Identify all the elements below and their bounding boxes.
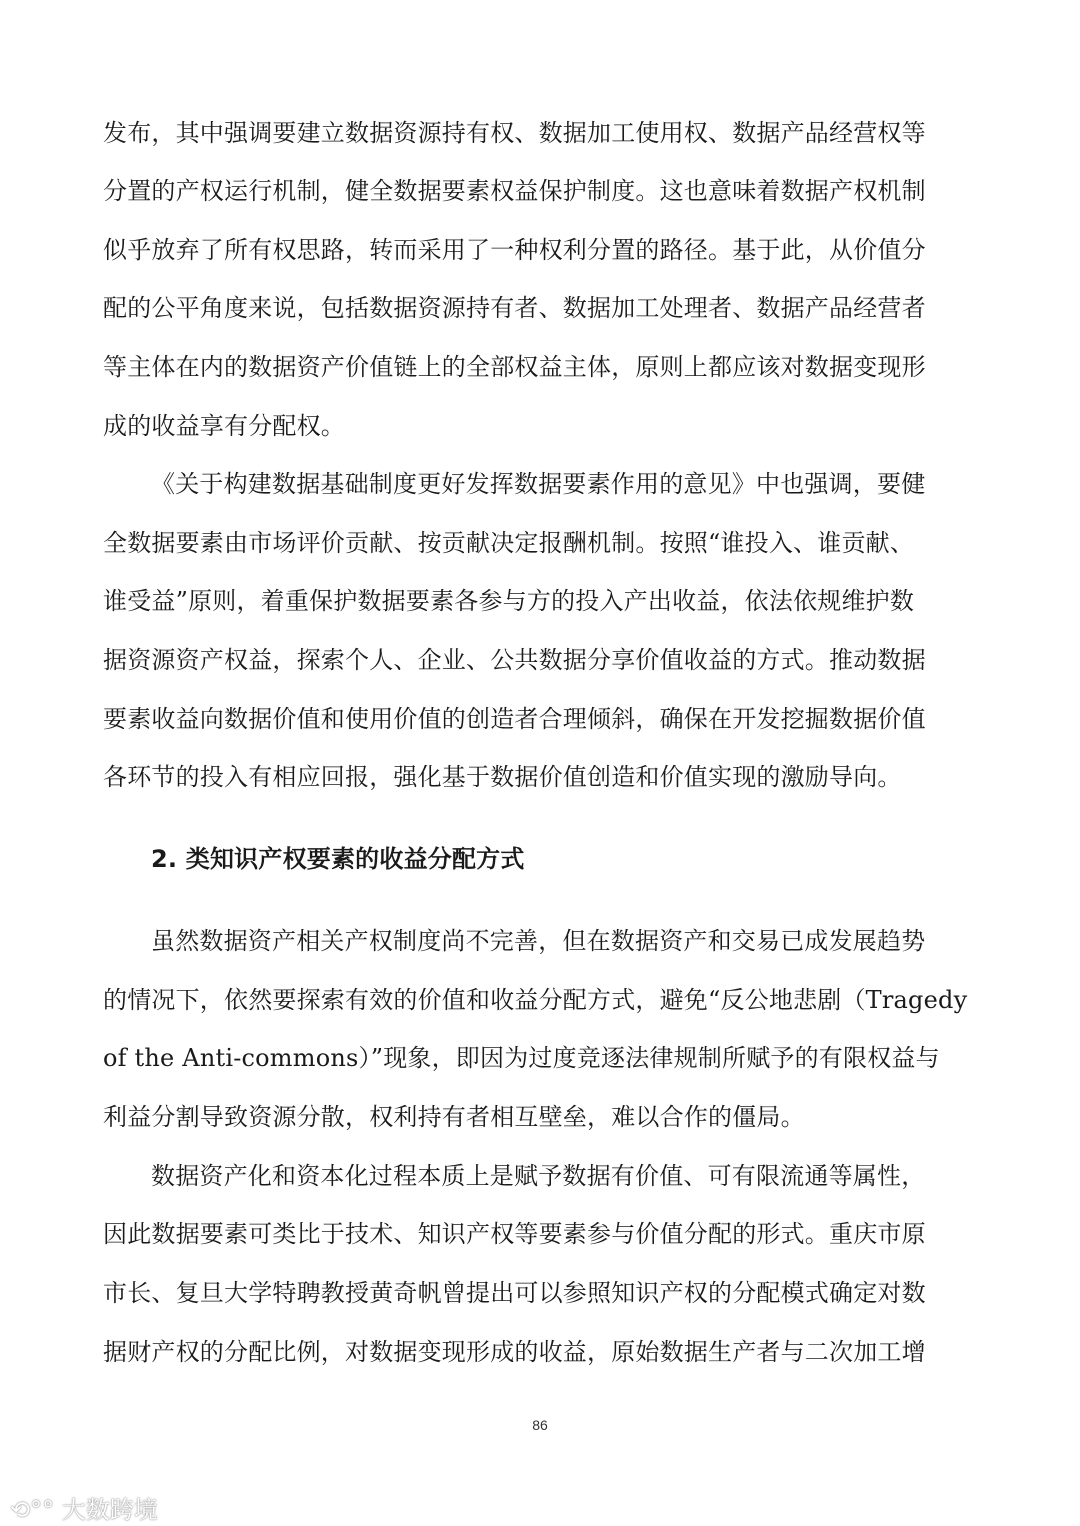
text-line: 据资源资产权益，探索个人、企业、公共数据分享价值收益的方式。推动数据 — [103, 646, 926, 674]
text-line: 数据资产化和资本化过程本质上是赋予数据有价值、可有限流通等属性， — [151, 1162, 926, 1190]
text-line: 市长、复旦大学特聘教授黄奇帆曾提出可以参照知识产权的分配模式确定对数 — [103, 1279, 926, 1307]
text-line: 的情况下，依然要探索有效的价值和收益分配方式，避免“反公地悲剧（Tragedy — [103, 986, 968, 1014]
text-line: 谁受益”原则，着重保护数据要素各参与方的投入产出收益，依法依规维护数 — [103, 587, 915, 615]
text-line: 各环节的投入有相应回报，强化基于数据价值创造和价值实现的激励导向。 — [103, 763, 902, 791]
page-number: 86 — [532, 1417, 548, 1433]
text-line: 分置的产权运行机制，健全数据要素权益保护制度。这也意味着数据产权机制 — [103, 177, 926, 205]
text-line: 因此数据要素可类比于技术、知识产权等要素参与价值分配的形式。重庆市原 — [103, 1220, 926, 1248]
text-line: 等主体在内的数据资产价值链上的全部权益主体，原则上都应该对数据变现形 — [103, 353, 926, 381]
section-heading: 2. 类知识产权要素的收益分配方式 — [151, 845, 525, 873]
text-line: 成的收益享有分配权。 — [103, 412, 345, 440]
text-line: 似乎放弃了所有权思路，转而采用了一种权利分置的路径。基于此，从价值分 — [103, 236, 926, 264]
text-line: of the Anti-commons）”现象，即因为过度竞逐法律规制所赋予的有限权益与 — [103, 1044, 940, 1072]
text-line: 要素收益向数据价值和使用价值的创造者合理倾斜，确保在开发挖掘数据价值 — [103, 705, 926, 733]
text-line: 全数据要素由市场评价贡献、按贡献决定报酬机制。按照“谁投入、谁贡献、 — [103, 529, 915, 557]
text-line: 发布，其中强调要建立数据资源持有权、数据加工使用权、数据产品经营权等 — [103, 119, 926, 147]
text-line: 据财产权的分配比例，对数据变现形成的收益，原始数据生产者与二次加工增 — [103, 1338, 926, 1366]
watermark-logo — [10, 1490, 158, 1525]
text-line: 利益分割导致资源分散，权利持有者相互壁垒，难以合作的僵局。 — [103, 1103, 805, 1131]
text-line: 《关于构建数据基础制度更好发挥数据要素作用的意见》中也强调，要健 — [151, 470, 926, 498]
watermark-text: 大数跨境 — [61, 1496, 158, 1524]
text-line: 配的公平角度来说，包括数据资源持有者、数据加工处理者、数据产品经营者 — [103, 294, 926, 322]
logo-icon: ⟲°° — [10, 1496, 55, 1524]
text-line: 虽然数据资产相关产权制度尚不完善，但在数据资产和交易已成发展趋势 — [151, 927, 926, 955]
